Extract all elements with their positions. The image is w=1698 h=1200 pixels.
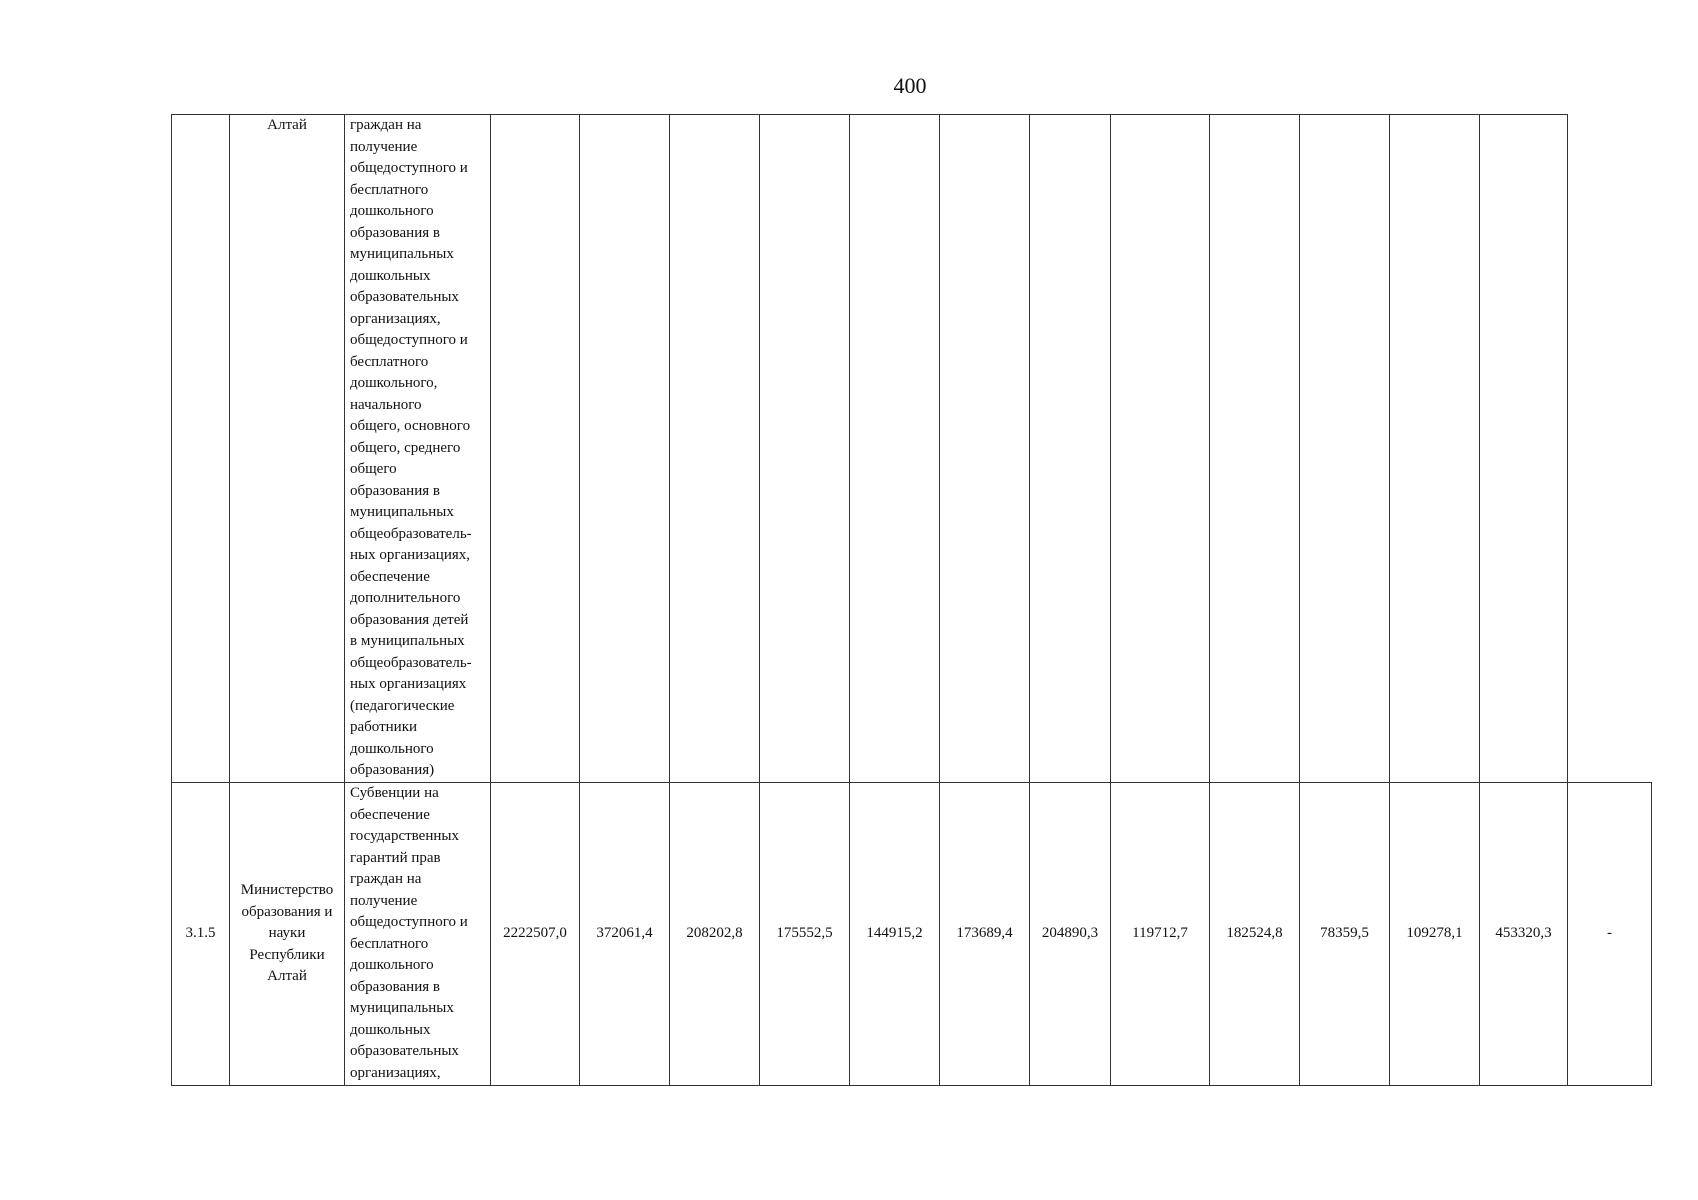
value-cell: 109278,1: [1390, 783, 1480, 1086]
desc-line: образования): [350, 762, 435, 778]
page-number: 400: [893, 73, 927, 98]
table-row: [172, 783, 1652, 1086]
desc-line: дошкольного: [350, 957, 434, 973]
value-cell: 119712,7: [1111, 783, 1210, 1086]
desc-line: в муниципальных: [350, 633, 465, 649]
desc-line: гарантий прав: [350, 849, 441, 866]
desc-line: государственных: [350, 828, 459, 844]
desc-line: организациях,: [350, 310, 441, 327]
value-cell: [580, 115, 670, 783]
table-row: [172, 115, 1652, 783]
value-cell: 204890,3: [1030, 783, 1111, 1086]
org-line: Министерство: [240, 882, 334, 899]
value-cell: [1111, 115, 1210, 783]
desc-line: бесплатного: [350, 353, 429, 370]
desc-line: дошкольного,: [350, 375, 438, 391]
desc-line: дошкольного: [350, 203, 434, 219]
desc-line: ных организациях: [350, 676, 467, 692]
value-cell: 78359,5: [1300, 783, 1390, 1086]
org-line: Алтай: [267, 968, 307, 985]
org-cell: [230, 115, 345, 783]
desc-line: образования в: [350, 482, 440, 499]
desc-line: бесплатного: [350, 181, 429, 198]
value-cell: [1030, 115, 1111, 783]
value-cell: [1300, 115, 1390, 783]
desc-line: ных организациях,: [350, 547, 471, 563]
value-cell: [850, 115, 940, 783]
budget-table: [171, 114, 1652, 1086]
org-line: науки: [268, 925, 306, 942]
desc-line: общедоступного и: [350, 914, 468, 930]
description-cell: [345, 783, 491, 1086]
desc-line: получение: [350, 138, 418, 155]
value-cell: 173689,4: [940, 783, 1030, 1086]
desc-line: граждан на: [350, 871, 422, 887]
desc-line: (педагогические: [350, 697, 455, 714]
desc-line: обеспечение: [350, 806, 430, 823]
value-cell: 372061,4: [580, 783, 670, 1086]
value-cell: [940, 115, 1030, 783]
desc-line: начального: [350, 396, 422, 413]
desc-line: Субвенции на: [350, 785, 439, 801]
value-cell: 182524,8: [1210, 783, 1300, 1086]
desc-line: образования детей: [350, 611, 469, 628]
row-code-cell: [172, 115, 230, 783]
desc-line: дополнительного: [350, 590, 461, 606]
value-cell: 2222507,0: [491, 783, 580, 1086]
desc-line: образовательных: [350, 1043, 459, 1059]
org-line: Алтай: [267, 117, 307, 133]
value-cell: [1210, 115, 1300, 783]
org-line: Республики: [249, 946, 325, 963]
desc-line: общедоступного и: [350, 160, 468, 176]
desc-line: муниципальных: [350, 246, 454, 262]
desc-line: образовательных: [350, 289, 459, 305]
desc-line: дошкольного: [350, 740, 434, 757]
value-cell: 453320,3: [1480, 783, 1568, 1086]
desc-line: дошкольных: [350, 1021, 431, 1038]
value-cell: [1390, 115, 1480, 783]
value-cell: [670, 115, 760, 783]
value-cell: 208202,8: [670, 783, 760, 1086]
desc-line: общего, основного: [350, 418, 471, 434]
desc-line: образования в: [350, 224, 440, 241]
desc-line: общеобразователь-: [350, 654, 472, 671]
value-cell: [491, 115, 580, 783]
desc-line: общедоступного и: [350, 332, 468, 348]
desc-line: общего, среднего: [350, 439, 461, 456]
value-cell: [1480, 115, 1568, 783]
value-cell: [760, 115, 850, 783]
desc-line: работники: [350, 719, 418, 735]
value-cell: -: [1568, 783, 1652, 1086]
org-cell: [230, 783, 345, 1086]
desc-line: муниципальных: [350, 504, 454, 520]
desc-line: обеспечение: [350, 568, 430, 585]
description-cell: [345, 115, 491, 783]
desc-line: граждан на: [350, 117, 422, 133]
desc-line: общего: [350, 461, 397, 477]
desc-line: дошкольных: [350, 267, 431, 284]
desc-line: организациях,: [350, 1064, 441, 1081]
value-cell: 144915,2: [850, 783, 940, 1086]
org-line: образования и: [241, 903, 333, 920]
desc-line: получение: [350, 892, 418, 909]
desc-line: образования в: [350, 978, 440, 995]
value-cell: 175552,5: [760, 783, 850, 1086]
desc-line: муниципальных: [350, 1000, 454, 1016]
desc-line: общеобразователь-: [350, 525, 472, 542]
row-code-cell: 3.1.5: [172, 783, 230, 1086]
desc-line: бесплатного: [350, 935, 429, 952]
